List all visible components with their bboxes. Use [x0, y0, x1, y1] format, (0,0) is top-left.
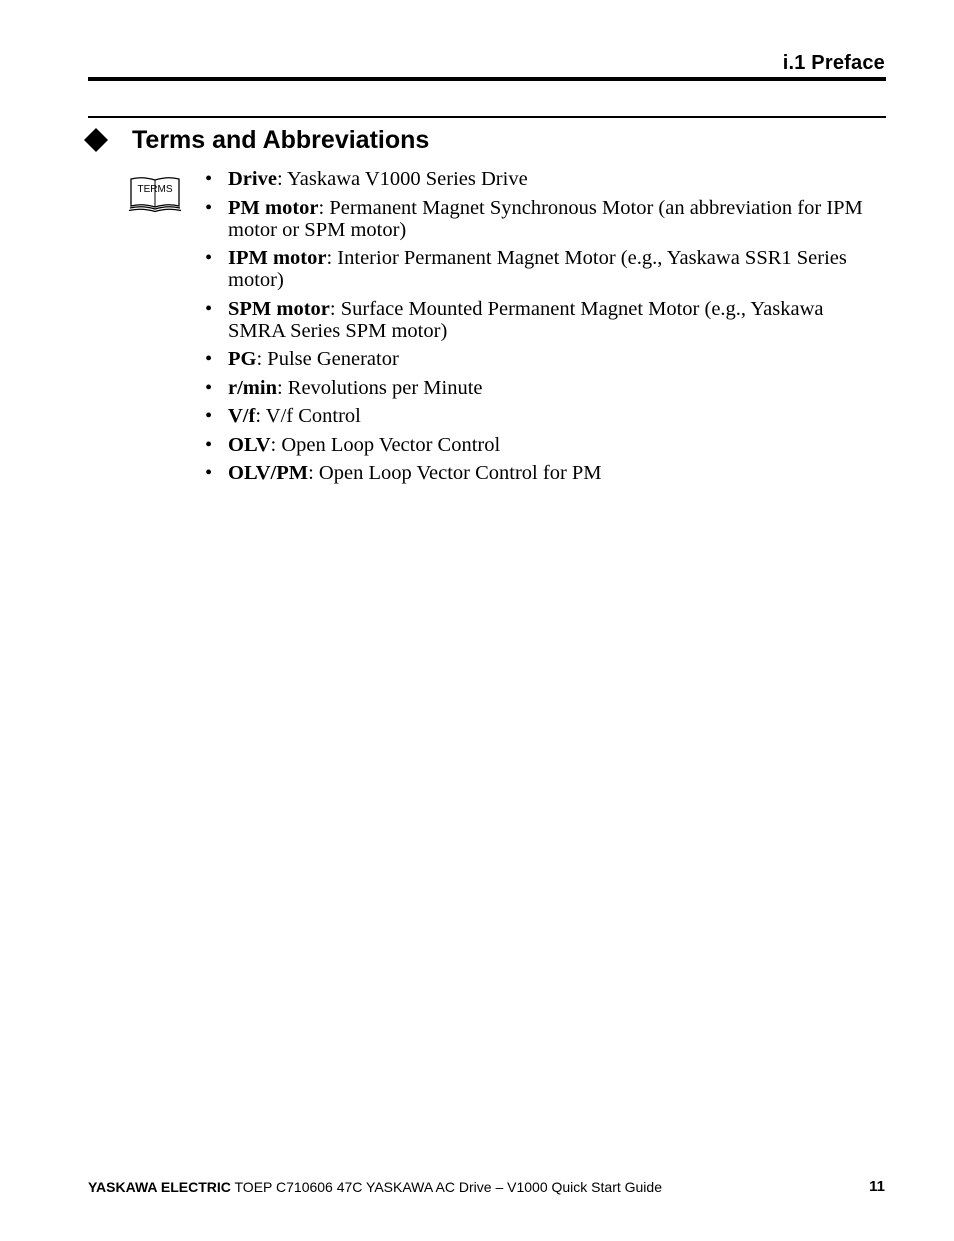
bullet: •: [205, 196, 213, 219]
list-item: [205, 377, 885, 399]
term: SPM motor: [228, 297, 330, 320]
list-item: [205, 298, 885, 342]
bullet: •: [205, 168, 213, 190]
bullet: •: [205, 348, 213, 370]
list-item: [205, 434, 885, 456]
term: PM motor: [228, 196, 319, 219]
definition: : Surface Mounted Permanent Magnet Motor (e.g., Yaskawa SMRA Series SPM motor): [228, 297, 824, 342]
section-title: Terms and Abbreviations: [132, 126, 430, 154]
term: OLV/PM: [228, 462, 309, 484]
page-number: 11: [869, 1178, 885, 1195]
definition: : Open Loop Vector Control: [270, 433, 501, 456]
footer-doc-info: TOEP C710606 47C YASKAWA AC Drive – V1000 Quick Start Guide: [230, 1179, 662, 1195]
definition: : Pulse Generator: [256, 348, 399, 370]
list-item: [205, 197, 885, 241]
definition: : Permanent Magnet Synchronous Motor (an abbreviation for IPM motor or SPM motor): [228, 196, 863, 241]
term: V/f: [228, 405, 256, 427]
footer: [88, 1179, 662, 1196]
term: r/min: [228, 376, 277, 399]
header-rule-thin: [88, 116, 886, 118]
running-head: i.1 Preface: [782, 52, 885, 74]
term: PG: [228, 348, 257, 370]
bullet: •: [205, 462, 213, 484]
section-heading: [84, 124, 429, 156]
list-item: [205, 168, 885, 190]
term: Drive: [228, 168, 277, 190]
bullet: •: [205, 433, 213, 456]
footer-company: YASKAWA ELECTRIC: [88, 1179, 231, 1195]
list-item: [205, 348, 885, 370]
definition: : Revolutions per Minute: [276, 376, 483, 399]
definition: : Yaskawa V1000 Series Drive: [276, 168, 528, 190]
list-item: [205, 462, 885, 484]
header-rule-thick: [88, 77, 886, 81]
definition: : Interior Permanent Magnet Motor (e.g., Yaskawa SSR1 Series motor): [228, 247, 847, 291]
definition: : V/f Control: [255, 405, 361, 427]
terms-icon-label: TERMS: [137, 184, 173, 195]
terms-list: [205, 168, 885, 491]
bullet: •: [205, 376, 213, 399]
term: IPM motor: [228, 247, 327, 269]
definition: : Open Loop Vector Control for PM: [308, 462, 602, 484]
list-item: [205, 405, 885, 427]
bullet: •: [205, 247, 213, 269]
bullet: •: [205, 405, 213, 427]
diamond-icon: [84, 128, 108, 152]
bullet: •: [205, 297, 213, 320]
list-item: [205, 247, 885, 291]
term: OLV: [228, 433, 271, 456]
